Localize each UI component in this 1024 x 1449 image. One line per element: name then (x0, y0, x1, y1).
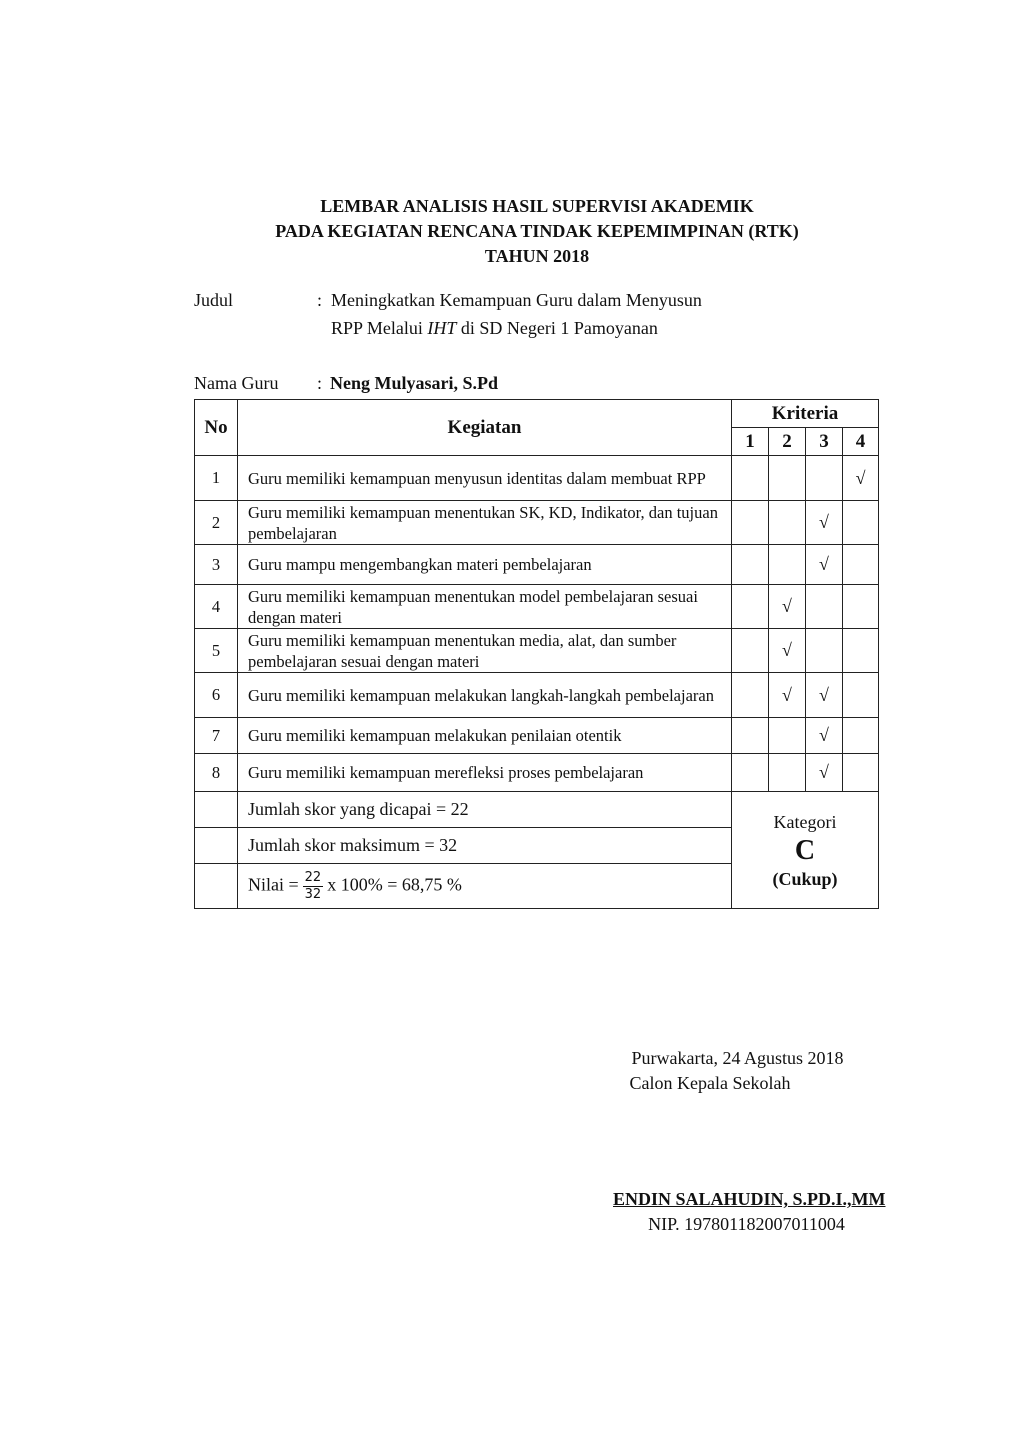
nama-guru-label: Nama Guru (194, 373, 279, 393)
check-cell (769, 545, 806, 585)
empty-no-cell (195, 828, 238, 864)
title-line-3: TAHUN 2018 (484, 246, 590, 266)
kriteria-col-3: 3 (806, 428, 843, 456)
table-header-row (195, 400, 879, 428)
title-line-1: LEMBAR ANALISIS HASIL SUPERVISI AKADEMIK (320, 196, 754, 216)
kriteria-col-2: 2 (769, 428, 806, 456)
check-cell (732, 629, 769, 673)
check-cell (732, 673, 769, 718)
judul-colon: : (317, 290, 323, 310)
row-kegiatan: Guru memiliki kemampuan melakukan langkah-langkah pembelajaran (238, 673, 732, 718)
check-cell (843, 673, 879, 718)
row-kegiatan: Guru mampu mengembangkan materi pembelajaran (238, 545, 732, 585)
check-cell: √ (806, 673, 843, 718)
judul-value-line-1: Meningkatkan Kemampuan Guru dalam Menyusun (331, 290, 702, 310)
check-cell (769, 718, 806, 754)
check-cell (732, 456, 769, 501)
check-cell (732, 585, 769, 629)
check-cell (732, 501, 769, 545)
check-cell (843, 718, 879, 754)
table-row (195, 585, 879, 629)
kategori-cell (732, 792, 879, 909)
nilai-formula (238, 864, 732, 909)
table-row (195, 456, 879, 501)
judul-line2-italic: IHT (427, 318, 457, 338)
judul-line2-suffix: di SD Negeri 1 Pamoyanan (456, 318, 658, 338)
analysis-table (194, 399, 879, 909)
header-no: No (195, 400, 238, 456)
judul-line2-prefix: RPP Melalui (331, 318, 428, 338)
table-row (195, 754, 879, 792)
place-date: Purwakarta, 24 Agustus 2018 (631, 1048, 844, 1068)
empty-no-cell (195, 792, 238, 828)
check-cell (769, 501, 806, 545)
check-cell: √ (769, 629, 806, 673)
row-number: 5 (195, 629, 238, 673)
nama-guru-colon: : (317, 373, 323, 393)
fraction-denominator: 32 (304, 886, 322, 902)
check-cell (843, 629, 879, 673)
check-cell: √ (769, 673, 806, 718)
row-number: 3 (195, 545, 238, 585)
check-cell (806, 629, 843, 673)
nilai-suffix: x 100% = 68,75 % (327, 874, 462, 895)
signature-footer (540, 1187, 886, 1237)
row-number: 4 (195, 585, 238, 629)
table-row (195, 718, 879, 754)
row-number: 6 (195, 673, 238, 718)
check-cell: √ (806, 754, 843, 792)
row-kegiatan: Guru memiliki kemampuan menyusun identitas dalam membuat RPP (238, 456, 732, 501)
summary-row-dicapai (195, 792, 879, 828)
row-kegiatan: Guru memiliki kemampuan menentukan SK, KD, Indikator, dan tujuan pembelajaran (238, 501, 732, 545)
header-kriteria: Kriteria (732, 400, 879, 428)
table-row (195, 545, 879, 585)
check-cell (843, 501, 879, 545)
empty-no-cell (195, 864, 238, 909)
nilai-fraction (303, 870, 324, 903)
document-title (0, 194, 1024, 269)
fraction-numerator: 22 (304, 869, 322, 885)
signer-name: ENDIN SALAHUDIN, S.PD.I.,MM (613, 1189, 886, 1209)
table-row (195, 629, 879, 673)
check-cell (806, 456, 843, 501)
judul-field (194, 286, 894, 346)
kategori-label: Kategori (773, 812, 837, 832)
nilai-prefix: Nilai = (248, 874, 299, 895)
row-number: 8 (195, 754, 238, 792)
table-row (195, 673, 879, 718)
nama-guru-field (194, 369, 894, 397)
check-cell (843, 754, 879, 792)
jumlah-skor-maksimum: Jumlah skor maksimum = 32 (238, 828, 732, 864)
row-kegiatan: Guru memiliki kemampuan menentukan model pembelajaran sesuai dengan materi (238, 585, 732, 629)
check-cell (843, 545, 879, 585)
kategori-desc: (Cukup) (772, 869, 838, 889)
judul-value-line-2 (331, 314, 658, 342)
check-cell (806, 585, 843, 629)
signature-header (540, 1046, 880, 1096)
check-cell (843, 585, 879, 629)
nama-guru-value: Neng Mulyasari, S.Pd (330, 373, 499, 393)
table-row (195, 501, 879, 545)
check-cell (769, 754, 806, 792)
check-cell (732, 754, 769, 792)
kriteria-col-1: 1 (732, 428, 769, 456)
kriteria-col-4: 4 (843, 428, 879, 456)
header-kegiatan: Kegiatan (238, 400, 732, 456)
check-cell (732, 545, 769, 585)
row-number: 7 (195, 718, 238, 754)
check-cell: √ (843, 456, 879, 501)
check-cell: √ (806, 718, 843, 754)
jumlah-skor-dicapai: Jumlah skor yang dicapai = 22 (238, 792, 732, 828)
title-line-2: PADA KEGIATAN RENCANA TINDAK KEPEMIMPINAN (RTK) (275, 221, 799, 241)
judul-label: Judul (194, 290, 234, 310)
row-number: 1 (195, 456, 238, 501)
check-cell: √ (769, 585, 806, 629)
check-cell (732, 718, 769, 754)
row-kegiatan: Guru memiliki kemampuan menentukan media, alat, dan sumber pembelajaran sesuai dengan materi (238, 629, 732, 673)
check-cell: √ (806, 501, 843, 545)
row-number: 2 (195, 501, 238, 545)
check-cell (769, 456, 806, 501)
check-cell: √ (806, 545, 843, 585)
row-kegiatan: Guru memiliki kemampuan melakukan penilaian otentik (238, 718, 732, 754)
row-kegiatan: Guru memiliki kemampuan merefleksi proses pembelajaran (238, 754, 732, 792)
signer-role: Calon Kepala Sekolah (629, 1073, 791, 1093)
signer-nip: NIP. 197801182007011004 (648, 1214, 845, 1234)
kategori-value: C (794, 835, 816, 866)
